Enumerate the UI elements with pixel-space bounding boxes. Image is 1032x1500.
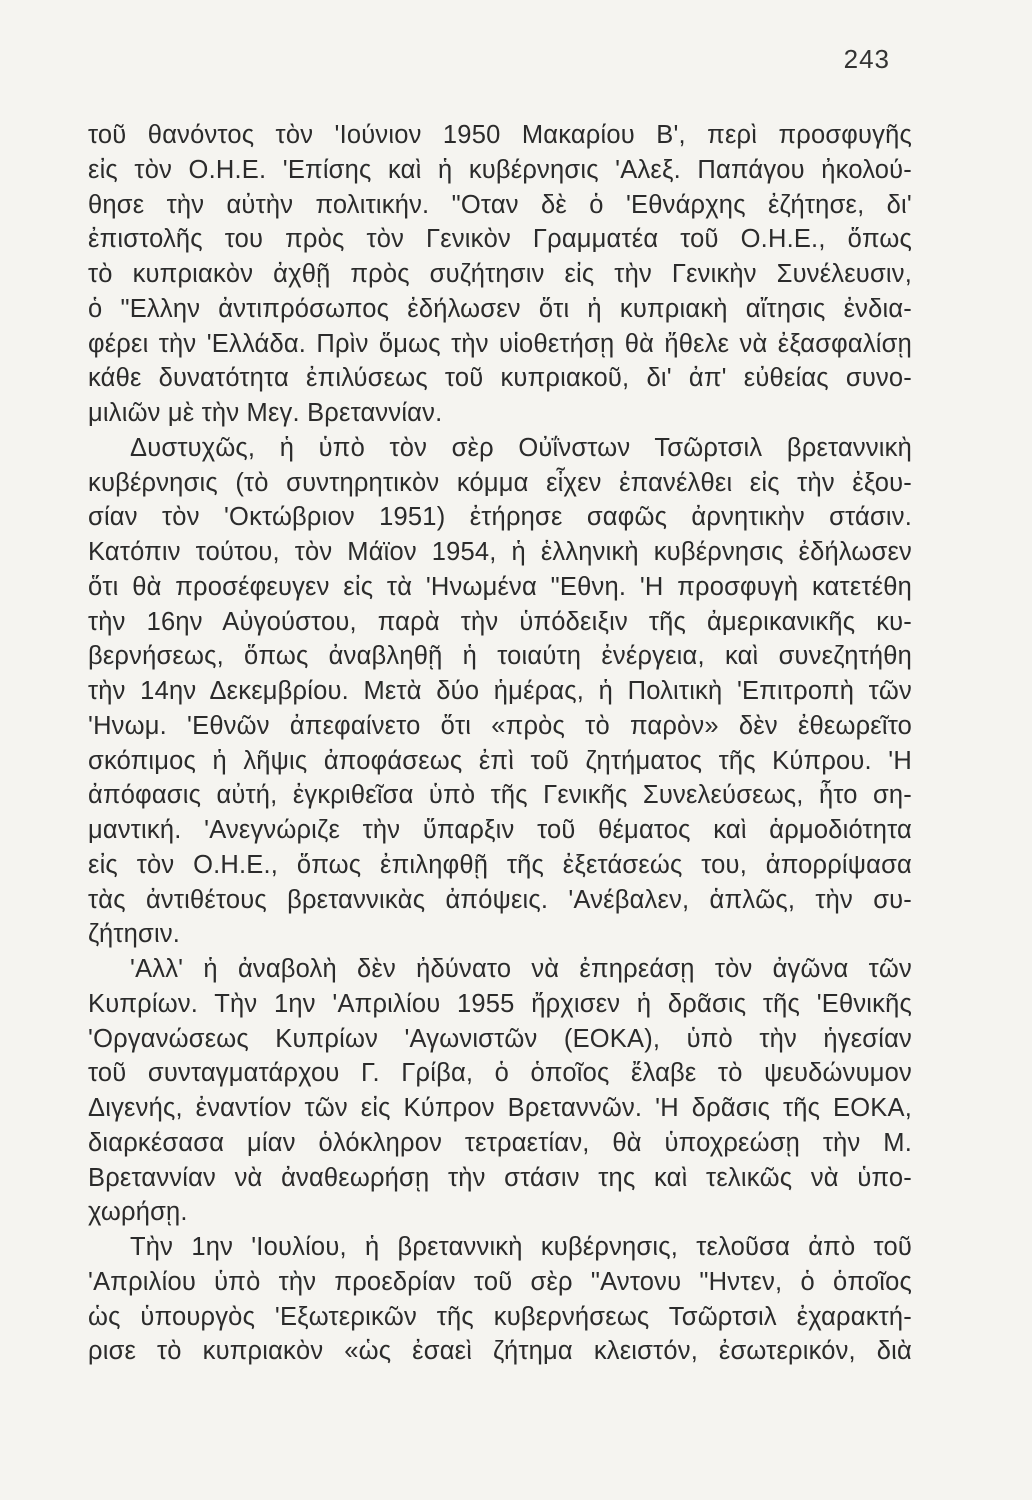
text-line: Κατόπιν τούτου, τὸν Μάϊον 1954, ἡ ἑλληνικὴ κυβέρνησις ἐδήλωσεν [88, 538, 912, 566]
text-line: ἀπόφασις αὐτή, ἐγκριθεῖσα ὑπὸ τῆς Γενικῆς Συνελεύσεως, ἦτο ση- [88, 781, 912, 810]
text-line: τὸ κυπριακὸν ἀχθῇ πρὸς συζήτησιν εἰς τὴν Γενικὴν Συνέλευσιν, [88, 260, 912, 288]
text-line: τὴν 16ην Αὐγούστου, παρὰ τὴν ὑπόδειξιν τῆς ἀμερικανικῆς κυ- [88, 607, 912, 636]
text-line: Δυστυχῶς, ἡ ὑπὸ τὸν σὲρ Οὐΐνστων Τσῶρτσιλ βρεταννικὴ [130, 433, 912, 462]
text-line: μιλιῶν μὲ τὴν Μεγ. Βρεταννίαν. [88, 399, 443, 427]
text-line: τὴν 14ην Δεκεμβρίου. Μετὰ δύο ἡμέρας, ἡ Πολιτικὴ 'Επιτροπὴ τῶν [88, 677, 912, 705]
text-line: τοῦ συνταγματάρχου Γ. Γρίβα, ὁ ὁποῖος ἔλαβε τὸ ψευδώνυμον [88, 1059, 912, 1088]
text-line: θησε τὴν αὐτὴν πολιτικήν. "Οταν δὲ ὁ 'Εθνάρχης ἐζήτησε, δι' [88, 190, 912, 219]
text-line: 'Οργανώσεως Κυπρίων 'Αγωνιστῶν (ΕΟΚΑ), ὑπὸ τὴν ἡγεσίαν [88, 1024, 912, 1053]
text-line: μαντική. 'Ανεγνώριζε τὴν ὕπαρξιν τοῦ θέματος καὶ ἁρμοδιότητα [88, 816, 912, 844]
text-line: ζήτησιν. [88, 920, 181, 949]
text-line: ὁ "Ελλην ἀντιπρόσωπος ἐδήλωσεν ὅτι ἡ κυπριακὴ αἴτησις ἐνδια- [88, 294, 912, 323]
body-text [88, 118, 912, 1369]
text-line: ὡς ὑπουργὸς 'Εξωτερικῶν τῆς κυβερνήσεως Τσῶρτσιλ ἐχαρακτή- [88, 1302, 912, 1331]
text-line: 'Ηνωμ. 'Εθνῶν ἀπεφαίνετο ὅτι «πρὸς τὸ παρὸν» δὲν ἐθεωρεῖτο [88, 711, 912, 740]
text-line: φέρει τὴν 'Ελλάδα. Πρὶν ὅμως τὴν υἱοθετήσῃ θὰ ἤθελε νὰ ἐξασφαλίσῃ [88, 329, 912, 358]
text-line: τοῦ θανόντος τὸν 'Ιούνιον 1950 Μακαρίου Β', περὶ προσφυγῆς [88, 121, 912, 149]
text-line: εἰς τὸν Ο.Η.Ε. 'Επίσης καὶ ἡ κυβέρνησις 'Αλεξ. Παπάγου ἠκολού- [88, 155, 912, 184]
text-line: ὅτι θὰ προσέφευγεν εἰς τὰ 'Ηνωμένα "Εθνη. 'Η προσφυγὴ κατετέθη [88, 572, 912, 601]
text-line: κάθε δυνατότητα ἐπιλύσεως τοῦ κυπριακοῦ, δι' ἀπ' εὐθείας συνο- [88, 364, 912, 393]
text-line: Διγενής, ἐναντίον τῶν εἰς Κύπρον Βρεταννῶν. 'Η δρᾶσις τῆς ΕΟΚΑ, [88, 1094, 912, 1122]
text-line: Τὴν 1ην 'Ιουλίου, ἡ βρεταννικὴ κυβέρνησις, τελοῦσα ἀπὸ τοῦ [130, 1233, 912, 1261]
text-line: 'Αλλ' ἡ ἀναβολὴ δὲν ἠδύνατο νὰ ἐπηρεάσῃ τὸν ἀγῶνα τῶν [130, 955, 912, 983]
text-line: διαρκέσασα μίαν ὁλόκληρον τετραετίαν, θὰ ὑποχρεώσῃ τὴν Μ. [88, 1128, 912, 1157]
text-line: Κυπρίων. Τὴν 1ην 'Απριλίου 1955 ἤρχισεν ἡ δρᾶσις τῆς 'Εθνικῆς [88, 989, 912, 1018]
page-number: 243 [843, 44, 890, 74]
text-line: σκόπιμος ἡ λῆψις ἀποφάσεως ἐπὶ τοῦ ζητήματος τῆς Κύπρου. 'Η [88, 746, 912, 775]
text-line: 'Απριλίου ὑπὸ τὴν προεδρίαν τοῦ σὲρ "Αντονυ "Ηντεν, ὁ ὁποῖος [88, 1267, 912, 1296]
text-line: χωρήσῃ. [88, 1198, 188, 1227]
text-line: Βρεταννίαν νὰ ἀναθεωρήσῃ τὴν στάσιν της καὶ τελικῶς νὰ ὑπο- [88, 1163, 912, 1192]
text-line: ἐπιστολῆς του πρὸς τὸν Γενικὸν Γραμματέα τοῦ Ο.Η.Ε., ὅπως [88, 225, 912, 254]
text-line: τὰς ἀντιθέτους βρεταννικὰς ἀπόψεις. 'Ανέβαλεν, ἁπλῶς, τὴν συ- [88, 885, 912, 914]
text-line: ρισε τὸ κυπριακὸν «ὡς ἐσαεὶ ζήτημα κλειστόν, ἐσωτερικόν, διὰ [88, 1337, 912, 1366]
text-line: εἰς τὸν Ο.Η.Ε., ὅπως ἐπιληφθῇ τῆς ἐξετάσεώς του, ἀπορρίψασα [88, 850, 912, 879]
text-line: βερνήσεως, ὅπως ἀναβληθῇ ἡ τοιαύτη ἐνέργεια, καὶ συνεζητήθη [88, 642, 912, 671]
text-line: σίαν τὸν 'Οκτώβριον 1951) ἐτήρησε σαφῶς ἀρνητικὴν στάσιν. [88, 503, 912, 532]
text-line: κυβέρνησις (τὸ συντηρητικὸν κόμμα εἶχεν ἐπανέλθει εἰς τὴν ἐξου- [88, 468, 912, 497]
